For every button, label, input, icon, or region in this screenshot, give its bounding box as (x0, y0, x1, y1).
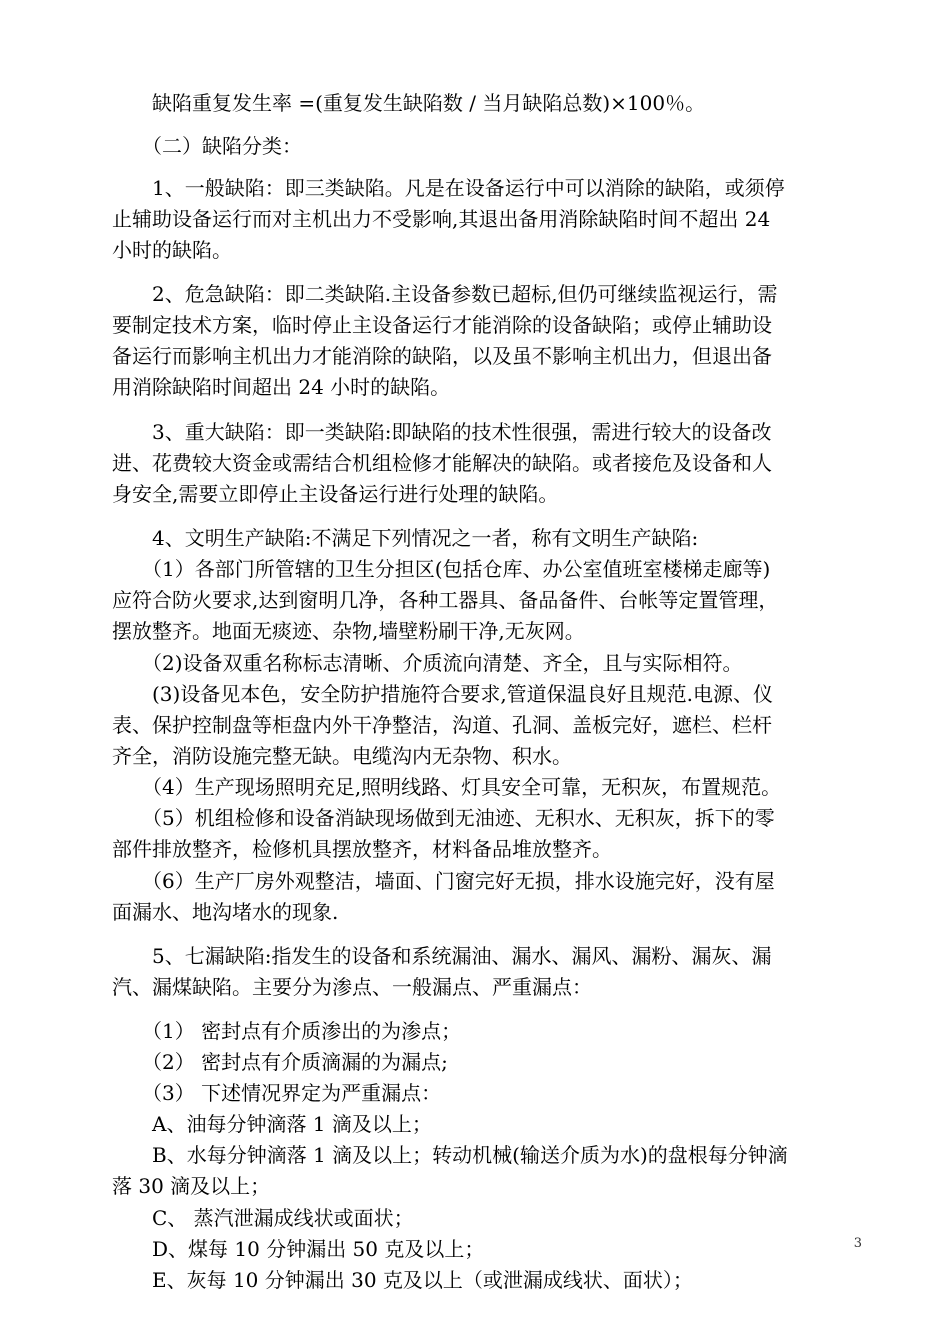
text-line: 小时的缺陷。 (112, 238, 232, 262)
text-line: （1） 密封点有介质渗出的为渗点； (112, 1019, 462, 1043)
text-line: 要制定技术方案，临时停止主设备运行才能消除的设备缺陷；或停止辅助设 (112, 313, 772, 337)
text-line: （1）各部门所管辖的卫生分担区(包括仓库、办公室值班室楼梯走廊等) (112, 557, 771, 581)
text-line: 进、花费较大资金或需结合机组检修才能解决的缺陷。或者接危及设备和人 (112, 451, 772, 475)
text-line: A、油每分钟滴落 1 滴及以上； (112, 1112, 432, 1136)
text-line: （3） 下述情况界定为严重漏点： (112, 1081, 442, 1105)
text-line: （2） 密封点有介质滴漏的为漏点; (112, 1050, 448, 1074)
text-line: 落 30 滴及以上； (112, 1174, 271, 1198)
text-line: B、水每分钟滴落 1 滴及以上；转动机械(输送介质为水)的盘根每分钟滴 (112, 1143, 788, 1167)
text-line: 缺陷重复发生率 =(重复发生缺陷数 / 当月缺陷总数)×100％。 (112, 91, 706, 115)
text-line: 用消除缺陷时间超出 24 小时的缺陷。 (112, 375, 451, 399)
text-line: 汽、漏煤缺陷。主要分为渗点、一般漏点、严重漏点： (112, 975, 592, 999)
text-line: 4、文明生产缺陷:不满足下列情况之一者，称有文明生产缺陷: (112, 526, 699, 550)
text-line: 表、保护控制盘等柜盘内外干净整洁，沟道、孔洞、盖板完好，遮栏、栏杆 (112, 713, 772, 737)
text-line: C、 蒸汽泄漏成线状或面状； (112, 1206, 414, 1230)
text-line: 备运行而影响主机出力才能消除的缺陷，以及虽不影响主机出力，但退出备 (112, 344, 772, 368)
text-line: 面漏水、地沟堵水的现象. (112, 900, 339, 924)
text-line: E、灰每 10 分钟漏出 30 克及以上（或泄漏成线状、面状）； (112, 1268, 693, 1292)
text-line: D、煤每 10 分钟漏出 50 克及以上； (112, 1237, 485, 1261)
text-line: 应符合防火要求,达到窗明几净，各种工器具、备品备件、台帐等定置管理， (112, 588, 779, 612)
text-line: 1、一般缺陷：即三类缺陷。凡是在设备运行中可以消除的缺陷，或须停 (112, 176, 785, 200)
text-line: 摆放整齐。地面无痰迹、杂物,墙壁粉刷干净,无灰网。 (112, 619, 585, 643)
text-line: 3、重大缺陷：即一类缺陷:即缺陷的技术性很强，需进行较大的设备改 (112, 420, 772, 444)
text-line: (3)设备见本色，安全防护措施符合要求,管道保温良好且规范.电源、仪 (112, 682, 774, 706)
text-line: 齐全，消防设施完整无缺。电缆沟内无杂物、积水。 (112, 744, 572, 768)
text-line: 2、危急缺陷：即二类缺陷.主设备参数已超标,但仍可继续监视运行，需 (112, 282, 778, 306)
text-line: （2)设备双重名称标志清晰、介质流向清楚、齐全，且与实际相符。 (112, 651, 743, 675)
text-line: 部件排放整齐，检修机具摆放整齐，材料备品堆放整齐。 (112, 837, 612, 861)
text-line: （4）生产现场照明充足,照明线路、灯具安全可靠，无积灰，布置规范。 (112, 775, 782, 799)
text-line: 5、七漏缺陷:指发生的设备和系统漏油、漏水、漏风、漏粉、漏灰、漏 (112, 944, 772, 968)
text-line: （6）生产厂房外观整洁，墙面、门窗完好无损，排水设施完好，没有屋 (112, 869, 775, 893)
page-number: 3 (853, 1236, 862, 1251)
text-line: （二）缺陷分类： (112, 134, 302, 158)
text-line: （5）机组检修和设备消缺现场做到无油迹、无积水、无积灰，拆下的零 (112, 806, 775, 830)
text-line: 止辅助设备运行而对主机出力不受影响,其退出备用消除缺陷时间不超出 24 (112, 207, 771, 231)
text-line: 身安全,需要立即停止主设备运行进行处理的缺陷。 (112, 482, 559, 506)
